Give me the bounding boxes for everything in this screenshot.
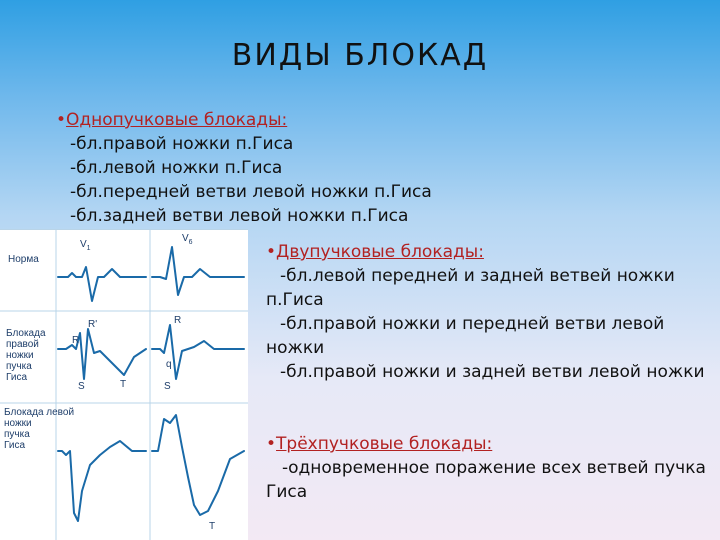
wave-label-r: R xyxy=(72,335,80,346)
single-fascicle-heading-line xyxy=(56,108,432,132)
ecg-illustration xyxy=(0,229,248,540)
ecg-trace-rbbb-v6 xyxy=(152,325,244,379)
triple-fascicle-heading-line xyxy=(266,432,706,456)
wave-label-r6: R xyxy=(174,315,182,326)
ecg-trace-lbbb-v6 xyxy=(152,415,244,515)
single-fascicle-heading: Однопучковые блокады: xyxy=(66,110,288,130)
lead-v1-label: $V_1$ xyxy=(80,239,91,252)
list-item: -бл.передней ветви левой ножки п.Гиса xyxy=(70,182,432,202)
wave-label-s: S xyxy=(78,381,85,392)
double-fascicle-section xyxy=(266,240,706,384)
wave-label-t: T xyxy=(120,379,127,390)
bullet: • xyxy=(266,242,277,262)
wave-label-q: q xyxy=(166,359,172,370)
list-item: -бл.правой ножки и передней ветви левой ножки xyxy=(266,314,665,358)
list-item: -бл.левой ножки п.Гиса xyxy=(70,158,283,178)
double-fascicle-heading-line xyxy=(266,240,706,264)
row-label-norm: Норма xyxy=(8,254,39,265)
ecg-trace-lbbb-v1 xyxy=(58,441,146,521)
list-item: -бл.правой ножки и задней ветви левой ножки xyxy=(280,362,705,382)
ecg-svg xyxy=(0,229,248,540)
row-label-rbbb: Блокада правой ножки пучка Гиса xyxy=(6,328,46,383)
single-fascicle-section xyxy=(56,108,432,228)
slide-title: ВИДЫ БЛОКАД xyxy=(231,38,489,73)
list-item: -бл.правой ножки п.Гиса xyxy=(70,134,294,154)
list-item: -бл.задней ветви левой ножки п.Гиса xyxy=(70,206,409,226)
wave-label-s6: S xyxy=(164,381,171,392)
double-fascicle-heading: Двупучковые блокады: xyxy=(276,242,484,262)
wave-label-r-prime: R' xyxy=(88,319,98,330)
ecg-trace-norm-v1 xyxy=(58,267,146,301)
lead-v6-label: $V_6$ xyxy=(182,233,193,246)
list-item: -одновременное поражение всех ветвей пучка Гиса xyxy=(266,458,706,502)
wave-label-t-lbbb: T xyxy=(209,521,216,532)
bullet: • xyxy=(266,434,277,454)
row-label-lbbb: Блокада левой ножки пучка Гиса xyxy=(4,407,75,451)
triple-fascicle-section xyxy=(266,432,706,504)
bullet: • xyxy=(56,110,67,130)
ecg-trace-norm-v6 xyxy=(152,247,244,295)
triple-fascicle-heading: Трёхпучковые блокады: xyxy=(276,434,493,454)
list-item: -бл.левой передней и задней ветвей ножки п.Гиса xyxy=(266,266,675,310)
